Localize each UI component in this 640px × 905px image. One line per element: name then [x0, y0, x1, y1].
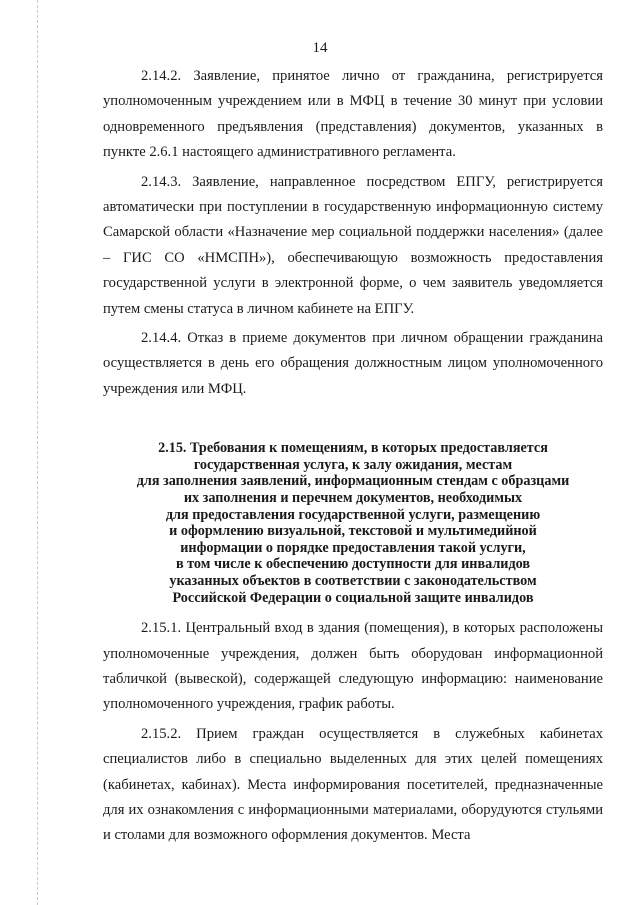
heading-line: в том числе к обеспечению доступности для инвалидов — [175, 556, 531, 573]
paragraph-2-15-2: 2.15.2. Прием граждан осуществляется в служебных кабинетах специалистов либо в специально выделенных для этих целей помещениях (кабинетах, кабинах). Места информирования посетителей, предназначенные для их ознакомления с информационными материалами, оборудуются стульями и столами для возможного оформления документов. Места — [103, 725, 603, 844]
paragraph-2-14-4: 2.14.4. Отказ в приеме документов при личном обращении гражданина осуществляется в день его обращения должностным лицом уполномоченного учреждения или МФЦ. — [103, 330, 603, 397]
heading-line: их заполнения и перечнем документов, необходимых — [183, 490, 523, 507]
heading-line: 2.15. Требования к помещениям, в которых предоставляется — [158, 440, 548, 457]
heading-line: государственная услуга, к залу ожидания, местам — [193, 456, 513, 473]
section-heading-2-15 — [103, 440, 603, 606]
paragraph-2-15-1: 2.15.1. Центральный вход в здания (помещения), в которых расположены уполномоченные учреждения, должен быть оборудован информационной табличкой (вывеской), содержащей следующую информацию: наименование уполномоченного учреждения, график работы. — [103, 620, 603, 713]
heading-line: для предоставления государственной услуги, размещению — [165, 506, 541, 523]
heading-line: информации о порядке предоставления такой услуги, — [180, 539, 526, 556]
heading-line: для заполнения заявлений, информационным стендам с образцами — [136, 473, 570, 490]
page-margin-rule — [37, 0, 38, 905]
heading-line: Российской Федерации о социальной защите инвалидов — [172, 589, 534, 606]
page-number: 14 — [312, 40, 328, 56]
paragraph-2-14-3: 2.14.3. Заявление, направленное посредством ЕПГУ, регистрируется автоматически при поступлении в государственную информационную систему Самарской области «Назначение мер социальной поддержки населения» (далее – ГИС СО «НМСПН»), обеспечивающую возможность предоставления государственной услуги в электронной форме, о чем заявитель уведомляется путем смены статуса в личном кабинете на ЕПГУ. — [103, 173, 603, 317]
paragraph-2-14-2: 2.14.2. Заявление, принятое лично от гражданина, регистрируется уполномоченным учреждением или в МФЦ в течение 30 минут при условии одновременного предъявления (представления) документов, указанных в пункте 2.6.1 настоящего административного регламента. — [103, 68, 603, 161]
heading-line: и оформлению визуальной, текстовой и мультимедийной — [169, 523, 537, 540]
document-body — [103, 64, 603, 849]
heading-line: указанных объектов в соответствии с законодательством — [169, 573, 537, 590]
